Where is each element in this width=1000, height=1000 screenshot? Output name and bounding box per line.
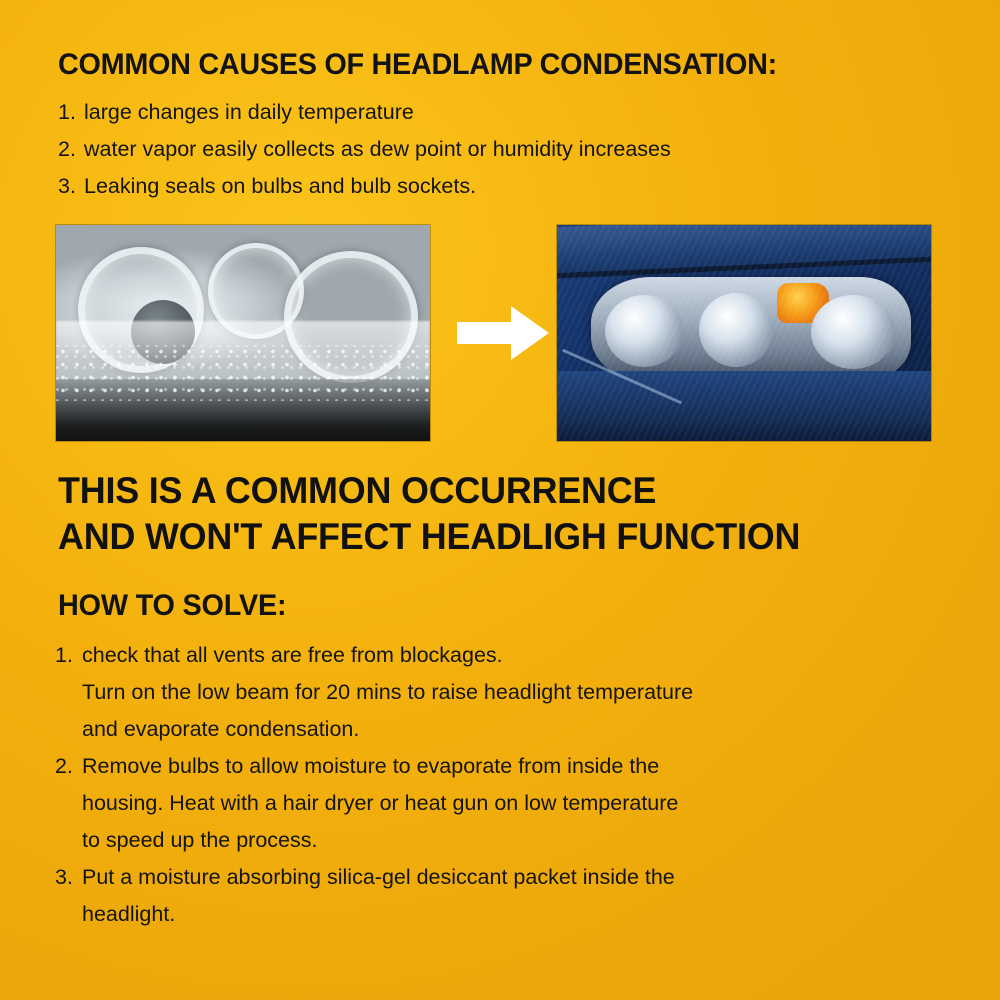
clear-headlight-illustration [557,225,931,441]
list-item-number: 2. [55,754,73,778]
list-item-text: Leaking seals on bulbs and bulb sockets. [84,174,477,198]
paint-texture [557,225,931,441]
causes-list [58,96,938,207]
foggy-headlight-illustration [56,225,430,441]
list-item-text [82,859,945,933]
list-item-text: large changes in daily temperature [84,100,414,124]
list-item-line-1: Remove bulbs to allow moisture to evaporate from inside the [82,754,660,778]
list-item-line-3: and evaporate condensation. [82,717,360,741]
list-item-line-2: housing. Heat with a hair dryer or heat gun on low temperature [82,791,679,815]
list-item-number: 3. [58,174,76,198]
list-item-line-1: Put a moisture absorbing silica-gel desiccant packet inside the [82,865,675,889]
clear-headlight-photo [556,224,932,442]
list-item [58,133,938,166]
solve-list [55,637,945,933]
statement-line-1: THIS IS A COMMON OCCURRENCE [58,470,657,511]
list-item-line-2: Turn on the low beam for 20 mins to raise headlight temperature [82,680,694,704]
list-item-number: 3. [55,865,73,889]
solve-heading: HOW TO SOLVE: [58,589,287,622]
statement-block [58,468,931,560]
list-item-line-1: check that all vents are free from blockages. [82,643,503,667]
list-item [55,859,945,933]
list-item-number: 1. [58,100,76,124]
list-item-line-3: to speed up the process. [82,828,318,852]
statement-line-2: AND WON'T AFFECT HEADLIGH FUNCTION [58,516,801,557]
right-arrow-icon [455,302,551,364]
list-item-text [82,748,945,859]
list-item [58,96,938,129]
image-comparison-row [55,224,945,442]
list-item-text [82,637,945,748]
list-item-number: 1. [55,643,73,667]
list-item [55,637,945,748]
list-item-text: water vapor easily collects as dew point or humidity increases [84,137,671,161]
water-droplets [56,345,430,401]
list-item [58,170,938,203]
list-item-line-2: headlight. [82,902,176,926]
foggy-headlight-photo [55,224,431,442]
list-item [55,748,945,859]
causes-heading: COMMON CAUSES OF HEADLAMP CONDENSATION: [58,48,777,81]
list-item-number: 2. [58,137,76,161]
